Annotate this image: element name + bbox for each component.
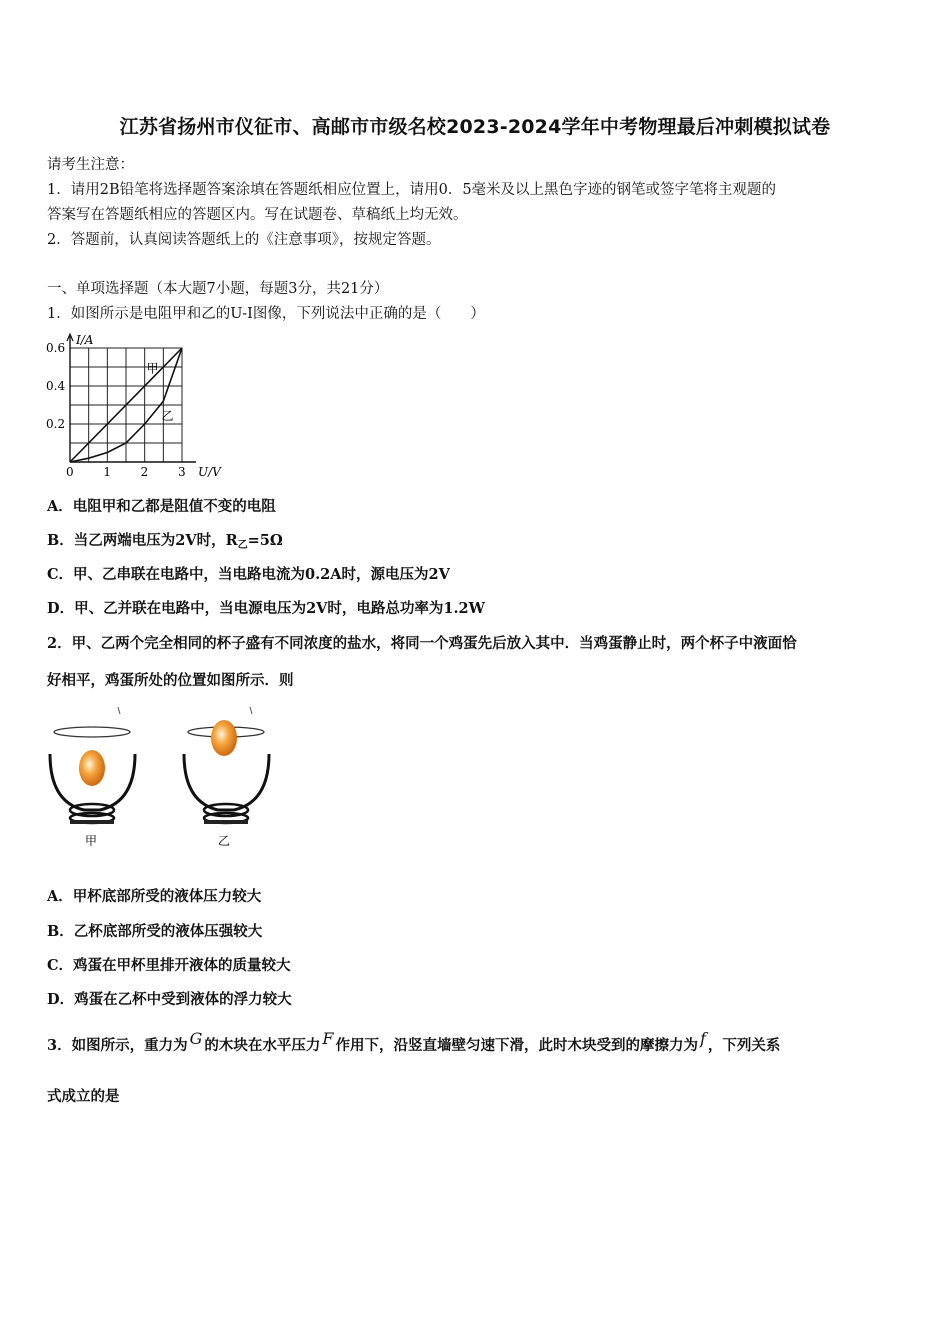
cup-yi <box>184 707 269 824</box>
q3-stem-line-2: 式成立的是 <box>47 1088 120 1105</box>
chart-x-axis-label: U/V <box>198 465 221 479</box>
notice-item-1-cont: 答案写在答题纸相应的答题区内。写在试题卷、草稿纸上均无效。 <box>47 207 468 223</box>
cup-label-yi: 乙 <box>218 834 231 848</box>
section-heading: 一、单项选择题（本大题7小题，每题3分，共21分） <box>47 281 389 297</box>
q3-stem-line-1 <box>47 1029 781 1055</box>
q2-option-d: D．鸡蛋在乙杯中受到液体的浮力较大 <box>47 991 292 1008</box>
x-tick-label: 2 <box>140 465 149 479</box>
q1-ui-chart <box>44 330 234 480</box>
y-tick-label: 0.2 <box>46 417 66 431</box>
q2-stem-line-2: 好相平，鸡蛋所处的位置如图所示．则 <box>47 672 294 689</box>
q3-part-2: 的木块在水平压力 <box>204 1037 321 1054</box>
q1-stem: 1．如图所示是电阻甲和乙的U-I图像，下列说法中正确的是（ ） <box>47 306 485 322</box>
q3-part-3: 作用下，沿竖直墙壁匀速下滑，此时木块受到的摩擦力为 <box>335 1037 698 1054</box>
q3-part-4: ，下列关系 <box>707 1037 781 1054</box>
q3-var-g: G <box>189 1029 203 1048</box>
q3-var-f-cap: F <box>322 1029 334 1048</box>
x-tick-label: 0 <box>66 465 74 479</box>
q1-option-a: A．电阻甲和乙都是阻值不变的电阻 <box>47 498 276 515</box>
y-tick-label: 0.6 <box>46 341 66 355</box>
series-label-yi: 乙 <box>161 409 174 424</box>
q3-var-f: f <box>699 1029 706 1048</box>
cup-jia <box>50 707 135 824</box>
q3-part-1: 3．如图所示，重力为 <box>47 1037 188 1054</box>
series-label-jia: 甲 <box>146 361 159 376</box>
y-tick-label: 0.4 <box>46 379 66 393</box>
q1-option-b-subscript: 乙 <box>237 540 248 551</box>
q1-option-d: D．甲、乙并联在电路中，当电源电压为2V时，电路总功率为1.2W <box>47 600 485 617</box>
page-title: 江苏省扬州市仪征市、高邮市市级名校2023-2024学年中考物理最后冲刺模拟试卷 <box>119 116 831 138</box>
notice-item-2: 2．答题前，认真阅读答题纸上的《注意事项》，按规定答题。 <box>47 232 441 248</box>
cup-label-jia: 甲 <box>85 834 98 848</box>
egg-in-cup-jia <box>79 750 105 786</box>
q1-option-b-tail: =5Ω <box>247 532 283 549</box>
q2-option-a: A．甲杯底部所受的液体压力较大 <box>47 888 262 905</box>
q1-option-b-text: B．当乙两端电压为2V时，R <box>47 532 238 549</box>
egg-in-cup-yi <box>211 720 237 756</box>
x-tick-label: 1 <box>103 465 111 479</box>
q2-option-b: B．乙杯底部所受的液体压强较大 <box>47 923 263 940</box>
q2-option-c: C．鸡蛋在甲杯里排开液体的质量较大 <box>47 957 291 974</box>
q1-option-c: C．甲、乙串联在电路中，当电路电流为0.2A时，源电压为2V <box>47 566 450 583</box>
notice-heading: 请考生注意： <box>47 157 134 173</box>
x-tick-label: 3 <box>178 465 186 479</box>
notice-item-1: 1．请用2B铅笔将选择题答案涂填在答题纸相应位置上，请用0．5毫米及以上黑色字迹的钢笔或签字笔将主观题的 <box>47 182 777 198</box>
q2-cups-illustration <box>40 702 290 857</box>
q1-option-b <box>47 529 283 550</box>
chart-y-axis-label: I/A <box>76 333 94 347</box>
q2-stem-line-1: 2．甲、乙两个完全相同的杯子盛有不同浓度的盐水，将同一个鸡蛋先后放入其中．当鸡蛋静止时，两个杯子中液面恰 <box>47 635 797 652</box>
